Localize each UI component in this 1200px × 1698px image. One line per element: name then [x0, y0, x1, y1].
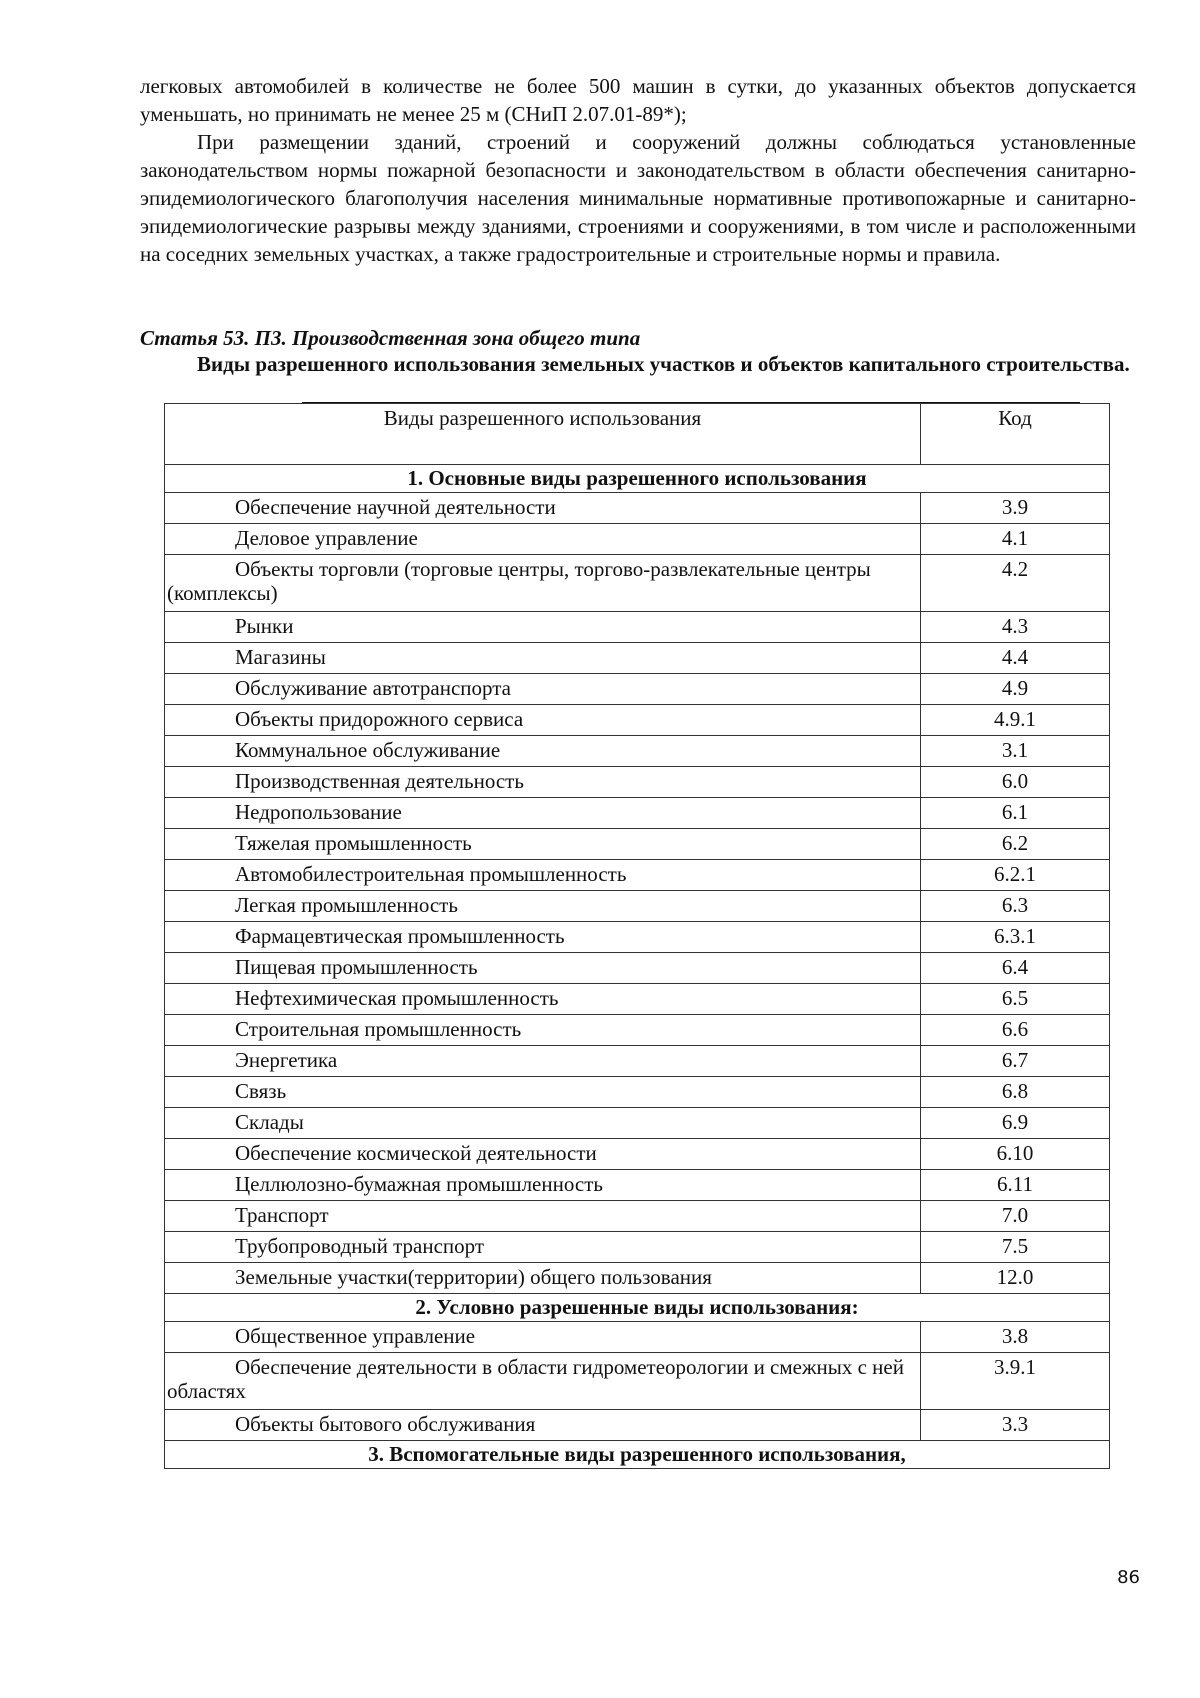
use-code-cell: 3.9.1 — [921, 1353, 1110, 1410]
table-row — [165, 1263, 1110, 1294]
use-code-cell: 6.6 — [921, 1015, 1110, 1046]
table-row — [165, 705, 1110, 736]
use-name-cell: Объекты бытового обслуживания — [165, 1410, 921, 1441]
use-name-cell: Рынки — [165, 612, 921, 643]
use-name-cell: Энергетика — [165, 1046, 921, 1077]
use-name-cell: Тяжелая промышленность — [165, 829, 921, 860]
use-name-cell: Склады — [165, 1108, 921, 1139]
table-row — [165, 953, 1110, 984]
land-use-table — [164, 403, 1110, 1469]
table-row — [165, 612, 1110, 643]
table-row — [165, 1108, 1110, 1139]
table-row — [165, 1170, 1110, 1201]
use-code-cell: 3.1 — [921, 736, 1110, 767]
use-name-cell: Трубопроводный транспорт — [165, 1232, 921, 1263]
use-name-cell: Связь — [165, 1077, 921, 1108]
table-row — [165, 674, 1110, 705]
table-row — [165, 1322, 1110, 1353]
use-name-cell: Фармацевтическая промышленность — [165, 922, 921, 953]
table-row — [165, 1410, 1110, 1441]
use-code-cell: 3.9 — [921, 493, 1110, 524]
table-row — [165, 1046, 1110, 1077]
table-row — [165, 643, 1110, 674]
table-section-row — [165, 465, 1110, 493]
use-name-cell: Транспорт — [165, 1201, 921, 1232]
use-code-cell: 6.7 — [921, 1046, 1110, 1077]
section-title-cell: 2. Условно разрешенные виды использования: — [165, 1294, 1110, 1322]
use-code-cell: 6.0 — [921, 767, 1110, 798]
intro-text — [140, 72, 1136, 268]
use-name-cell: Производственная деятельность — [165, 767, 921, 798]
use-code-cell: 7.5 — [921, 1232, 1110, 1263]
header-code-cell: Код — [921, 404, 1110, 465]
use-code-cell: 6.5 — [921, 984, 1110, 1015]
table-caption: Виды разрешенного использования земельных участков и объектов капитального строительства. — [197, 352, 1130, 376]
use-name-cell: Земельные участки(территории) общего пользования — [165, 1263, 921, 1294]
table-row — [165, 1015, 1110, 1046]
use-code-cell: 4.1 — [921, 524, 1110, 555]
table-row — [165, 493, 1110, 524]
table-row — [165, 1077, 1110, 1108]
use-name-cell: Целлюлозно-бумажная промышленность — [165, 1170, 921, 1201]
use-name-cell: Общественное управление — [165, 1322, 921, 1353]
use-code-cell: 3.8 — [921, 1322, 1110, 1353]
page-number: 86 — [1117, 1567, 1140, 1588]
use-code-cell: 6.8 — [921, 1077, 1110, 1108]
table-section-row — [165, 1294, 1110, 1322]
use-name-cell: Строительная промышленность — [165, 1015, 921, 1046]
table-row — [165, 767, 1110, 798]
table-row — [165, 860, 1110, 891]
table-row — [165, 524, 1110, 555]
table-row — [165, 1353, 1110, 1410]
table-header-row — [165, 404, 1110, 465]
use-code-cell: 6.9 — [921, 1108, 1110, 1139]
use-name-cell: Недропользование — [165, 798, 921, 829]
use-name-cell: Автомобилестроительная промышленность — [165, 860, 921, 891]
section-title-cell: 1. Основные виды разрешенного использования — [165, 465, 1110, 493]
use-name-cell: Объекты торговли (торговые центры, торгово-развлекательные центры (комплексы) — [165, 555, 921, 612]
use-code-cell: 12.0 — [921, 1263, 1110, 1294]
table-row — [165, 1232, 1110, 1263]
header-name-cell: Виды разрешенного использования — [165, 404, 921, 465]
section-title-cell: 3. Вспомогательные виды разрешенного использования, — [165, 1441, 1110, 1469]
table-row — [165, 891, 1110, 922]
table-row — [165, 555, 1110, 612]
use-name-cell: Пищевая промышленность — [165, 953, 921, 984]
use-name-cell: Легкая промышленность — [165, 891, 921, 922]
table-row — [165, 1139, 1110, 1170]
use-name-cell: Объекты придорожного сервиса — [165, 705, 921, 736]
use-code-cell: 4.3 — [921, 612, 1110, 643]
use-code-cell: 6.3 — [921, 891, 1110, 922]
use-code-cell: 4.9 — [921, 674, 1110, 705]
table-section-row — [165, 1441, 1110, 1469]
use-code-cell: 6.2.1 — [921, 860, 1110, 891]
table-row — [165, 829, 1110, 860]
use-code-cell: 6.3.1 — [921, 922, 1110, 953]
article-title: Статья 53. П3. Производственная зона общего типа — [140, 326, 641, 350]
table-row — [165, 922, 1110, 953]
use-code-cell: 3.3 — [921, 1410, 1110, 1441]
use-name-cell: Обеспечение деятельности в области гидрометеорологии и смежных с ней областях — [165, 1353, 921, 1410]
intro-paragraph-1: легковых автомобилей в количестве не более 500 машин в сутки, до указанных объектов допускается уменьшать, но принимать не менее 25 м (СНиП 2.07.01-89*); — [140, 74, 1136, 126]
use-code-cell: 6.11 — [921, 1170, 1110, 1201]
use-name-cell: Обеспечение научной деятельности — [165, 493, 921, 524]
use-name-cell: Коммунальное обслуживание — [165, 736, 921, 767]
use-code-cell: 6.2 — [921, 829, 1110, 860]
use-code-cell: 4.4 — [921, 643, 1110, 674]
table-row — [165, 984, 1110, 1015]
table-row — [165, 1201, 1110, 1232]
use-code-cell: 4.9.1 — [921, 705, 1110, 736]
use-name-cell: Обслуживание автотранспорта — [165, 674, 921, 705]
table-row — [165, 736, 1110, 767]
use-code-cell: 6.10 — [921, 1139, 1110, 1170]
use-name-cell: Нефтехимическая промышленность — [165, 984, 921, 1015]
use-name-cell: Обеспечение космической деятельности — [165, 1139, 921, 1170]
use-code-cell: 6.4 — [921, 953, 1110, 984]
intro-paragraph-2: При размещении зданий, строений и сооружений должны соблюдаться установленные законодательством нормы пожарной безопасности и законодательством в области обеспечения санитарно-эпидемиологического благополучия населения минимальные нормативные противопожарные и санитарно-эпидемиологические разрывы между зданиями, строениями и сооружениями, в том числе и расположенными на соседних земельных участках, а также градостроительные и строительные нормы и правила. — [140, 130, 1136, 266]
use-name-cell: Деловое управление — [165, 524, 921, 555]
use-name-cell: Магазины — [165, 643, 921, 674]
use-code-cell: 7.0 — [921, 1201, 1110, 1232]
use-code-cell: 6.1 — [921, 798, 1110, 829]
use-code-cell: 4.2 — [921, 555, 1110, 612]
table-row — [165, 798, 1110, 829]
